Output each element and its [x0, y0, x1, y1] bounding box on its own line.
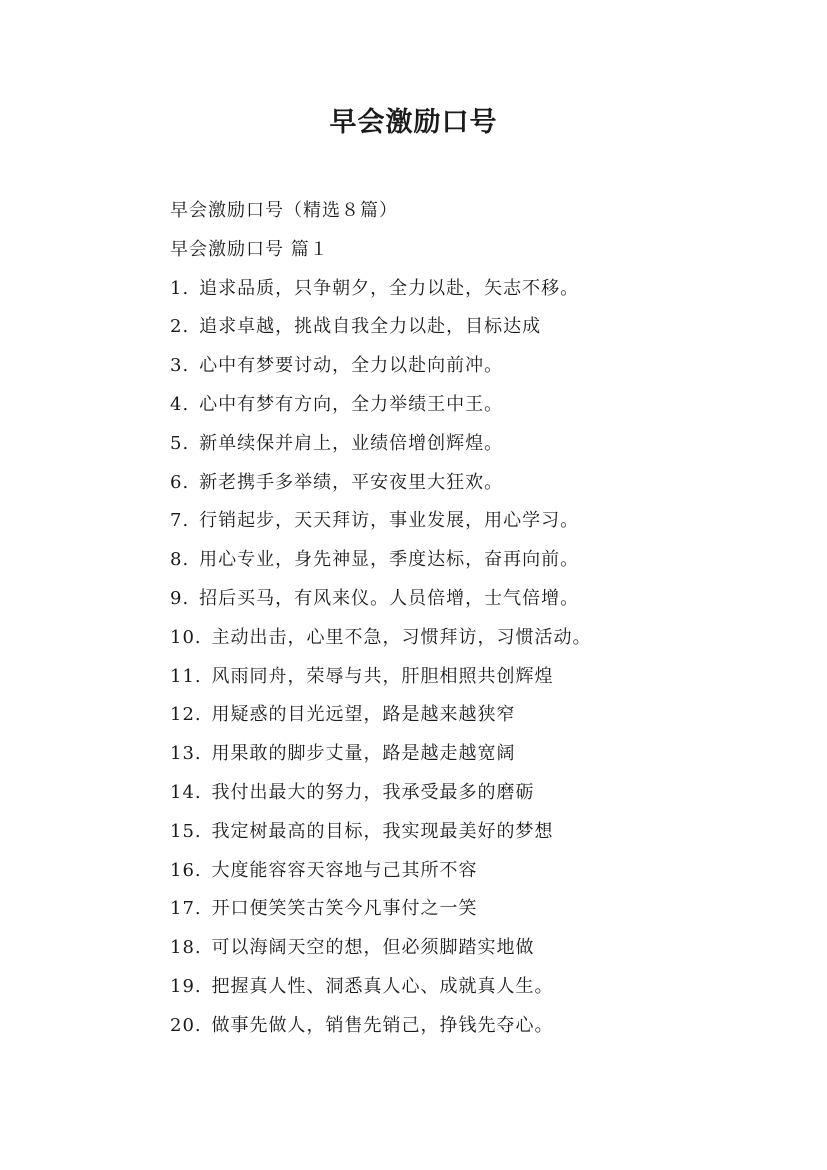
list-item: [170, 468, 790, 507]
item-text: 用疑惑的目光远望，路是越来越狭窄: [211, 704, 516, 726]
list-item: [170, 739, 790, 778]
item-number: 2.: [170, 316, 190, 338]
item-number: 18.: [170, 937, 202, 959]
slogan-list: [170, 274, 790, 1050]
item-text: 大度能容容天容地与己其所不容: [211, 859, 478, 881]
list-item: [170, 506, 790, 545]
item-number: 9.: [170, 587, 190, 609]
item-number: 10.: [170, 626, 202, 648]
item-text: 追求卓越，挑战自我全力以赴，目标达成: [199, 316, 542, 338]
document-subtitle: 早会激励口号（精选８篇）: [170, 200, 398, 221]
item-text: 新单续保并肩上，业绩倍增创辉煌。: [199, 432, 504, 454]
item-number: 11.: [170, 665, 202, 687]
list-item: [170, 856, 790, 895]
item-number: 8.: [170, 549, 190, 571]
item-number: 20.: [170, 1014, 202, 1036]
list-item: [170, 429, 790, 468]
list-item: [170, 933, 790, 972]
item-text: 做事先做人，销售先销己，挣钱先夺心。: [211, 1014, 554, 1036]
item-text: 开口便笑笑古笑今凡事付之一笑: [211, 898, 478, 920]
item-text: 可以海阔天空的想，但必须脚踏实地做: [211, 937, 535, 959]
list-item: [170, 312, 790, 351]
list-item: [170, 778, 790, 817]
item-number: 12.: [170, 704, 202, 726]
item-text: 招后买马，有风来仪。人员倍增，士气倍增。: [199, 587, 580, 609]
item-text: 我定树最高的目标，我实现最美好的梦想: [211, 820, 554, 842]
item-text: 主动出击，心里不急，习惯拜访，习惯活动。: [211, 626, 592, 648]
item-number: 16.: [170, 859, 202, 881]
list-item: [170, 390, 790, 429]
item-number: 13.: [170, 743, 202, 765]
item-number: 15.: [170, 820, 202, 842]
item-text: 心中有梦要讨动，全力以赴向前冲。: [199, 355, 504, 377]
item-number: 3.: [170, 355, 190, 377]
list-item: [170, 817, 790, 856]
list-item: [170, 623, 790, 662]
list-item: [170, 894, 790, 933]
item-number: 6.: [170, 471, 190, 493]
item-number: 4.: [170, 393, 190, 415]
document-title: 早会激励口号: [329, 107, 498, 138]
item-text: 心中有梦有方向，全力举绩王中王。: [199, 393, 504, 415]
item-text: 行销起步，天天拜访，事业发展，用心学习。: [199, 510, 580, 532]
list-item: [170, 1011, 790, 1050]
item-text: 用心专业，身先神显，季度达标，奋再向前。: [199, 549, 580, 571]
item-number: 14.: [170, 781, 202, 803]
list-item: [170, 972, 790, 1011]
item-text: 新老携手多举绩，平安夜里大狂欢。: [199, 471, 504, 493]
item-text: 用果敢的脚步丈量，路是越走越宽阔: [211, 743, 516, 765]
item-number: 17.: [170, 898, 202, 920]
list-item: [170, 662, 790, 701]
list-item: [170, 274, 790, 313]
item-text: 追求品质，只争朝夕，全力以赴，矢志不移。: [199, 277, 580, 299]
list-item: [170, 584, 790, 623]
item-number: 1.: [170, 277, 190, 299]
list-item: [170, 351, 790, 390]
item-text: 把握真人性、洞悉真人心、成就真人生。: [211, 975, 554, 997]
item-number: 19.: [170, 975, 202, 997]
item-text: 我付出最大的努力，我承受最多的磨砺: [211, 781, 535, 803]
document-body: [170, 196, 790, 1050]
item-number: 5.: [170, 432, 190, 454]
list-item: [170, 700, 790, 739]
list-item: [170, 545, 790, 584]
item-number: 7.: [170, 510, 190, 532]
section-heading: 早会激励口号 篇１: [170, 238, 329, 260]
item-text: 风雨同舟，荣辱与共，肝胆相照共创辉煌: [211, 665, 554, 687]
